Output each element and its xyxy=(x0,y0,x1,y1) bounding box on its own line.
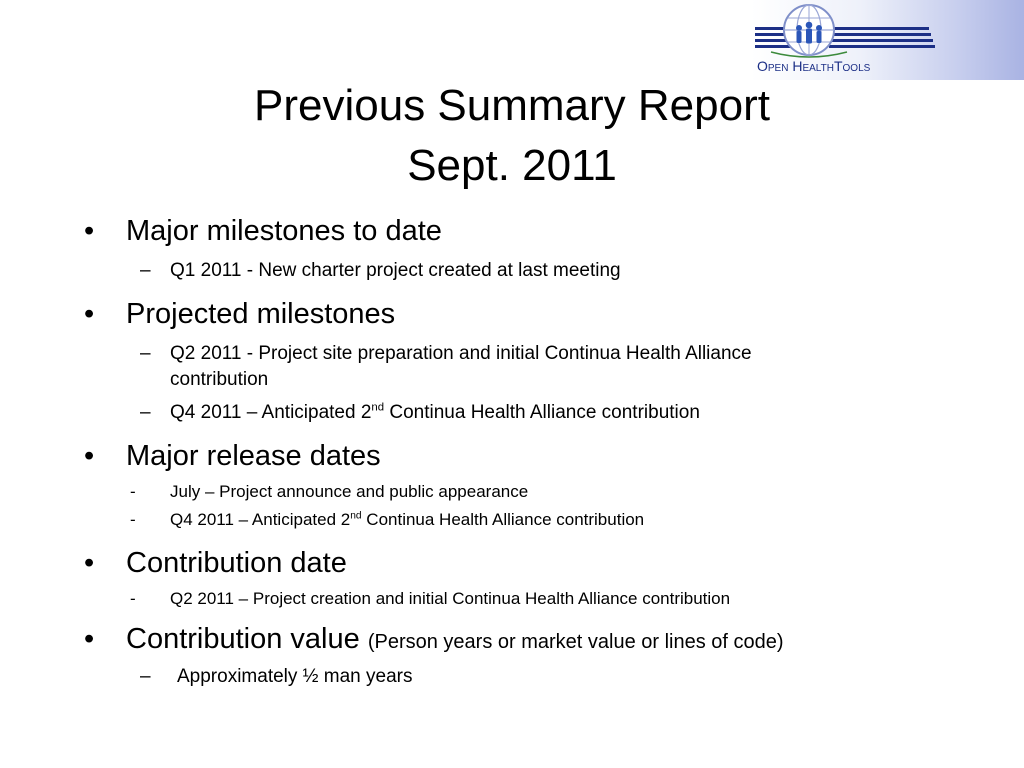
logo-wordmark: OPEN HEALTHTOOLS xyxy=(757,58,871,74)
bullet-text: Major milestones to date xyxy=(126,215,442,247)
bullet-mark: • xyxy=(84,547,95,579)
slide-title-line-2: Sept. 2011 xyxy=(407,141,617,190)
bullet-text: Contribution value (Person years or market value or lines of code) xyxy=(126,623,784,655)
dash-mark: - xyxy=(130,510,136,529)
sub-bullet-text-continued: contribution xyxy=(170,369,269,390)
bullet-parenthetical: (Person years or market value or lines of code) xyxy=(367,631,784,653)
open-health-tools-logo xyxy=(751,0,1024,80)
dash-mark: – xyxy=(140,666,151,687)
bullet-mark: • xyxy=(84,298,95,330)
sub-bullet-text: Q4 2011 – Anticipated 2nd Continua Health Alliance contribution xyxy=(170,401,700,423)
bullet-mark: • xyxy=(84,623,95,655)
bullet-mark: • xyxy=(84,440,95,472)
sub-bullet-text: Q2 2011 - Project site preparation and initial Continua Health Alliance xyxy=(170,343,752,364)
dash-mark: – xyxy=(140,260,151,281)
sub-bullet-text: Q2 2011 – Project creation and initial Continua Health Alliance contribution xyxy=(170,589,731,608)
sub-bullet-text: Approximately ½ man years xyxy=(177,666,413,687)
slide-title-line-1: Previous Summary Report xyxy=(254,81,770,130)
sub-bullet-text: Q1 2011 - New charter project created at last meeting xyxy=(170,260,621,281)
dash-mark: – xyxy=(140,402,151,423)
bullet-text: Projected milestones xyxy=(126,298,396,330)
bullet-text: Contribution date xyxy=(126,547,347,579)
sub-bullet-text: Q4 2011 – Anticipated 2nd Continua Health Alliance contribution xyxy=(170,510,645,529)
bullet-text: Major release dates xyxy=(126,440,381,472)
sub-bullet-text: July – Project announce and public appearance xyxy=(170,482,529,501)
dash-mark: - xyxy=(130,482,136,501)
dash-mark: – xyxy=(140,343,151,364)
bullet-mark: • xyxy=(84,215,95,247)
dash-mark: - xyxy=(130,589,136,608)
